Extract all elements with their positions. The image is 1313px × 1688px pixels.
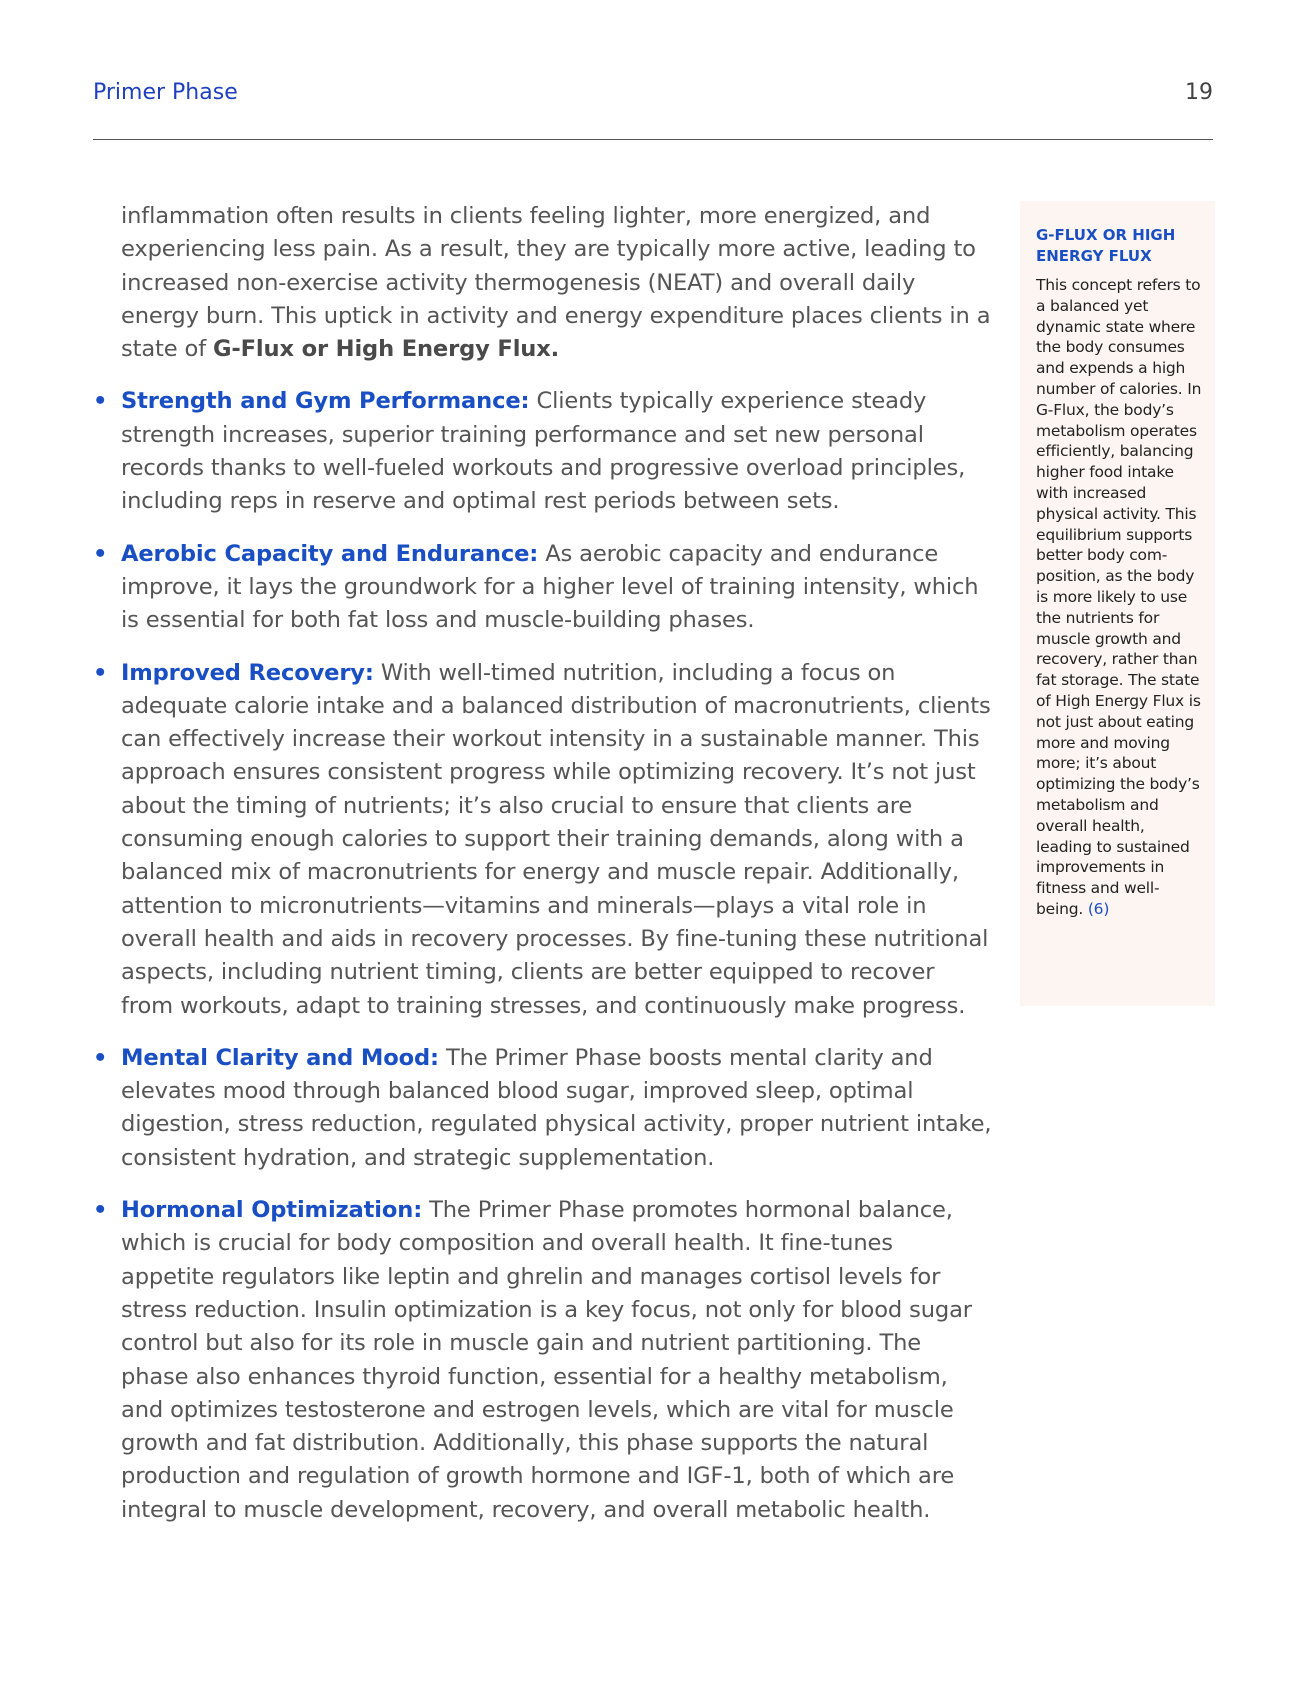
bullet-icon: • [93, 540, 108, 567]
list-item-label: Aerobic Capacity and Endurance: [121, 540, 539, 567]
list-item-text: The Primer Phase boosts mental clarity and elevates mood through balanced blood sugar, improved sleep, optimal digestion, stress reduction, regulated physical activity, proper nutrient intake, consistent hydration, and strategic supplementation. [121, 1044, 992, 1171]
sidebar-body [1036, 275, 1203, 920]
header-divider [93, 139, 1213, 140]
intro-paragraph [121, 200, 993, 366]
list-item-label: Hormonal Optimization: [121, 1197, 423, 1224]
citation-link[interactable]: (6) [1087, 899, 1110, 918]
list-item-text: Clients typically experience steady strength increases, superior training performance and set new personal records thanks to well-fueled workouts and progressive overload principles, including reps in reserve and optimal rest periods between sets. [121, 388, 966, 515]
list-item-label: Strength and Gym Performance: [121, 388, 530, 415]
page-number: 19 [1185, 80, 1213, 105]
sidebar-text: This concept refers to a balanced yet dynamic state where the body consumes and expends a high number of calories. In G-Flux, the body’s metabolism operates efficiently, balancing higher food intake with increased physical activity. This equilibrium supports better body composition, as the body is more likely to use the nutrients for muscle growth and recovery, rather than fat storage. The state of High Energy Flux is not just about eating more and moving more; it’s about optimizing the body’s metabolism and overall health, leading to sustained improvements in fitness and well-being. [1036, 276, 1202, 918]
list-item-text: As aerobic capacity and endurance improve, it lays the groundwork for a higher level of training intensity, which is essential for both fat loss and muscle-building phases. [121, 540, 979, 634]
intro-text: inflammation often results in clients feeling lighter, more energized, and experiencing less pain. As a result, they are typically more active, leading to increased non-exercise activity thermogenesis (NEAT) and overall daily energy burn. This uptick in activity and energy expenditure places clients in a state of [121, 203, 991, 363]
list-item-recovery [93, 657, 993, 1023]
list-item-label: Improved Recovery: [121, 659, 374, 686]
sidebar-title: G-FLUX OR HIGH ENERGY FLUX [1036, 226, 1176, 265]
bullet-icon: • [93, 659, 108, 686]
list-item-strength [93, 385, 993, 518]
main-column [93, 200, 993, 1546]
bullet-icon: • [93, 388, 108, 415]
list-item-aerobic [93, 538, 993, 638]
running-header-title: Primer Phase [93, 80, 238, 105]
bullet-icon: • [93, 1197, 108, 1224]
list-item-hormonal [93, 1194, 993, 1527]
definition-sidebar [1020, 201, 1215, 1006]
list-item-mental-clarity [93, 1042, 993, 1175]
list-item-text: With well-timed nutrition, including a focus on adequate calorie intake and a balanced distribution of macronutrients, clients can effectively increase their workout intensity in a sustainable manner. This approach ensures consistent progress while optimizing recovery. It’s not just about the timing of nutrients; it’s also crucial to ensure that clients are consuming enough calories to support their training demands, along with a balanced mix of macronutrients for energy and muscle repair. Additionally, attention to micronutrients—vitamins and minerals—plays a vital role in overall health and aids in recovery processes. By fine-tuning these nutritional aspects, including nutrient timing, clients are better equipped to recover from workouts, adapt to training stresses, and continuously make progress. [121, 659, 991, 1019]
bullet-icon: • [93, 1044, 108, 1071]
list-item-label: Mental Clarity and Mood: [121, 1044, 439, 1071]
benefits-list [93, 385, 993, 1527]
intro-bold-term: G-Flux or High Energy Flux. [213, 336, 560, 363]
list-item-text: The Primer Phase promotes hormonal balance, which is crucial for body composition and overall health. It fine-tunes appetite regulators like leptin and ghrelin and manages cortisol levels for stress reduction. Insulin optimization is a key focus, not only for blood sugar control but also for its role in muscle gain and nutrient partitioning. The phase also enhances thyroid function, essential for a healthy metabolism, and optimizes testosterone and estrogen levels, which are vital for muscle growth and fat distribution. Additionally, this phase supports the natural production and regulation of growth hormone and IGF-1, both of which are integral to muscle development, recovery, and overall metabolic health. [121, 1197, 972, 1523]
